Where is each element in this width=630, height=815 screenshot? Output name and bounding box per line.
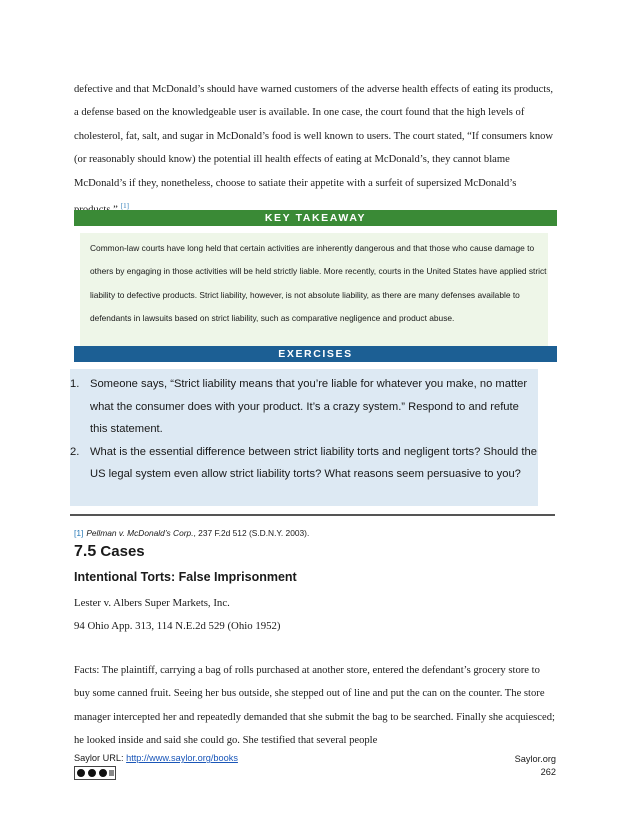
exercise-text: What is the essential difference between strict liability torts and negligent torts? Should the US legal system even allow strict liability torts? What reasons seem persuasive to you? [90, 445, 537, 480]
key-takeaway-heading: KEY TAKEAWAY [74, 210, 557, 226]
footer-url-link[interactable]: http://www.saylor.org/books [126, 753, 238, 763]
footnote-citation: , 237 F.2d 512 (S.D.N.Y. 2003). [193, 528, 310, 538]
exercises-box [70, 369, 538, 506]
footnote-divider [70, 514, 555, 516]
section-title [74, 543, 145, 561]
exercise-number: 2. [70, 445, 80, 458]
exercises-heading: EXERCISES [74, 346, 557, 362]
footer-site [515, 753, 556, 779]
intro-paragraph [74, 78, 558, 222]
license-bar-icon [109, 770, 114, 776]
section-title-text: Cases [100, 543, 145, 560]
footer-site-name: Saylor.org [514, 754, 556, 764]
footer-url-label: Saylor URL: [74, 753, 127, 763]
footnote [74, 528, 554, 538]
page-number: 262 [540, 767, 556, 777]
footnote-number-link[interactable]: [1] [74, 528, 84, 538]
cc-circle-icon [76, 768, 86, 778]
section-subtitle: Intentional Torts: False Imprisonment [74, 570, 297, 584]
exercises-list [70, 369, 538, 486]
key-takeaway-box [80, 233, 548, 349]
case-citation: 94 Ohio App. 313, 114 N.E.2d 529 (Ohio 1952) [74, 620, 281, 632]
key-takeaway-text: Common-law courts have long held that certain activities are inherently dangerous and that those who cause damage to others by engaging in those activities will be held strictly liable. More recently, courts in the United States have applied strict liability to defective products. Strict liability, however, is not absolute liability, as there are many defenses available to defendants in lawsuits based on strict liability, such as comparative negligence and product abuse. [90, 243, 547, 324]
exercise-item-1 [70, 373, 538, 441]
footer-source [74, 753, 238, 763]
exercise-item-2 [70, 441, 538, 486]
creative-commons-license-icon [74, 766, 116, 780]
footnote-case-name: Pellman v. McDonald’s Corp. [86, 528, 194, 538]
exercise-number: 1. [70, 378, 80, 390]
section-number: 7.5 [74, 543, 97, 560]
footnote-reference-link[interactable]: [1] [120, 202, 130, 211]
nc-circle-icon [98, 768, 108, 778]
intro-text: defective and that McDonald’s should have warned customers of the adverse health effects of eating its products, a defense based on the knowledgeable user is available. In one case, the court found that the high levels of cholesterol, fat, salt, and sugar in McDonald’s food is well known to users. The court stated, “If consumers know (or reasonably should know) the potential ill health effects of eating at McDonald’s, they cannot blame McDonald’s if they, nonetheless, choose to satiate their appetite with a surfeit of supersized McDonald’s [74, 84, 554, 189]
case-facts-paragraph: Facts: The plaintiff, carrying a bag of rolls purchased at another store, entered the defendant’s grocery store to buy some canned fruit. Seeing her bus outside, she stepped out of line and put the can on the counter. The store manager intercepted her and repeatedly demanded that she submit the bag to be searched. Finally she acquiesced; he looked inside and said she could go. She testified that several people [74, 665, 555, 747]
case-name: Lester v. Albers Super Markets, Inc. [74, 597, 230, 609]
by-circle-icon [87, 768, 97, 778]
exercise-text: Someone says, “Strict liability means that you’re liable for whatever you make, no matter what the consumer does with your product. It’s a crazy system.” Respond to and refute this statement. [90, 378, 528, 435]
